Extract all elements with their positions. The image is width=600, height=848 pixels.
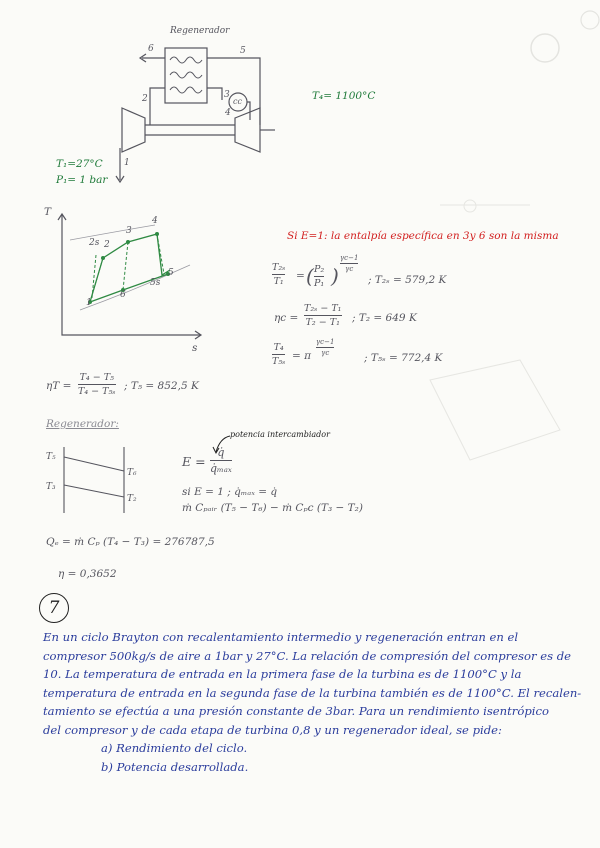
t5-result: ; T₅ = 852,5 K	[124, 380, 199, 392]
regen-t2: T₂	[127, 494, 137, 504]
node-3: 3	[224, 90, 230, 100]
regenerator-diagram	[60, 445, 160, 515]
t5s-result: ; T₅ₛ = 772,4 K	[364, 352, 443, 364]
ts-diagram	[40, 210, 240, 350]
turb-ratio-num: T₄	[273, 342, 284, 353]
eta-c-den: T₂ − T₁	[305, 317, 340, 328]
heat-input-result: Qₑ = ṁ Cₚ (T₄ − T₃) = 276787,5	[46, 536, 215, 548]
regenerator-title: Regenerador	[170, 26, 230, 36]
comp-ratio-left-den: T₁	[273, 276, 284, 287]
problem-line-3: 10. La temperatura de entrada en la primera fase de la turbina es de 1100°C y la	[43, 667, 522, 681]
comp-ratio-paren-den: P₁	[314, 278, 325, 289]
combustion-chamber-label: cc	[233, 97, 242, 106]
equals-sign: =	[296, 270, 305, 282]
regen-line-1: si E = 1 ; q̇ₘₐₓ = q̇	[182, 486, 278, 498]
t2-result: ; T₂ = 649 K	[352, 312, 417, 324]
ts-point-2s: 2s	[89, 238, 100, 248]
efficiency-result: η = 0,3652	[58, 568, 117, 580]
regenerator-note: Si E=1: la entalpía específica en 3y 6 son la misma	[287, 230, 559, 242]
ts-axis-s: s	[192, 342, 198, 354]
epsilon-fraction	[210, 446, 232, 475]
node-2: 2	[142, 94, 148, 104]
paren-close: )	[331, 264, 339, 288]
ts-point-5s: 5s	[150, 278, 161, 288]
comp-ratio-exp-num: γc−1	[340, 254, 359, 262]
inlet-temperature: T₁=27°C	[56, 158, 103, 170]
ts-axis-t: T	[44, 206, 52, 218]
turbine-inlet-temperature: T₄= 1100°C	[312, 90, 376, 102]
turb-exp-num: γc−1	[316, 338, 335, 346]
ts-point-4: 4	[152, 216, 158, 226]
node-1: 1	[124, 158, 130, 168]
comp-ratio-left-num: T₂ₛ	[272, 262, 286, 273]
inlet-pressure: P₁= 1 bar	[56, 174, 108, 186]
eta-c-label: ηc =	[274, 312, 299, 324]
eta-t-label: ηT =	[46, 380, 72, 392]
regenerator-heading: Regenerador:	[46, 418, 119, 430]
eta-t-num: T₄ − T₅	[79, 372, 114, 383]
ts-point-1: 1	[86, 298, 92, 308]
annotation-potencia: potencia intercambiador	[230, 430, 330, 439]
eta-c-num: T₂ₛ − T₁	[304, 303, 342, 314]
problem-number: 7	[39, 593, 69, 623]
comp-ratio-paren	[314, 264, 324, 289]
turb-exp	[316, 338, 334, 357]
problem-line-6: del compresor y de cada etapa de turbina 0,8 y un regenerador ideal, se pide:	[43, 722, 502, 737]
turb-ratio	[272, 342, 285, 367]
comp-ratio-left	[272, 262, 285, 287]
problem-item-b: b) Potencia desarrollada.	[101, 759, 249, 774]
turb-ratio-mid: = π	[292, 350, 312, 362]
eta-c-fraction	[304, 303, 342, 328]
turb-exp-den: γc	[321, 349, 330, 357]
node-6: 6	[148, 44, 154, 54]
turb-ratio-den: T₅ₛ	[272, 356, 286, 367]
problem-line-1: En un ciclo Brayton con recalentamiento intermedio y regeneración entran en el	[43, 630, 519, 644]
regen-t3: T₃	[46, 482, 56, 492]
comp-ratio-paren-num: P₂	[314, 264, 325, 275]
node-5: 5	[240, 46, 246, 56]
eta-t-den: T₄ − T₅ₛ	[78, 386, 116, 397]
ts-point-5: 5	[168, 268, 174, 278]
problem-line-5: tamiento se efectúa a una presión constante de 3bar. Para un rendimiento isentrópico	[43, 704, 549, 718]
brayton-schematic	[100, 30, 400, 220]
problem-line-4: temperatura de entrada en la segunda fase de la turbina también es de 1100°C. El recalen-	[43, 685, 582, 700]
node-4: 4	[225, 108, 231, 118]
epsilon-num: q̇	[217, 446, 225, 459]
t2s-result: ; T₂ₛ = 579,2 K	[368, 274, 447, 286]
regen-line-2: ṁ Cₚₐᵢᵣ (T₅ − T₆) − ṁ Cₚc (T₃ − T₂)	[182, 502, 363, 514]
problem-item-a: a) Rendimiento del ciclo.	[101, 741, 248, 755]
epsilon-label: E =	[182, 454, 206, 469]
paren-open: (	[306, 264, 314, 288]
problem-statement	[43, 628, 582, 776]
regen-t6: T₆	[127, 468, 137, 478]
problem-line-2: compresor 500kg/s de aire a 1bar y 27°C. La relación de compresión del compresor es de	[43, 648, 571, 663]
comp-ratio-exp	[340, 254, 358, 273]
epsilon-den: q̇ₘₐₓ	[210, 462, 232, 475]
regen-t5: T₅	[46, 452, 56, 462]
ts-point-2: 2	[104, 240, 110, 250]
ts-point-3: 3	[126, 226, 132, 236]
ts-point-6: 6	[120, 290, 126, 300]
eta-t-fraction	[78, 372, 116, 397]
comp-ratio-exp-den: γc	[345, 265, 354, 273]
